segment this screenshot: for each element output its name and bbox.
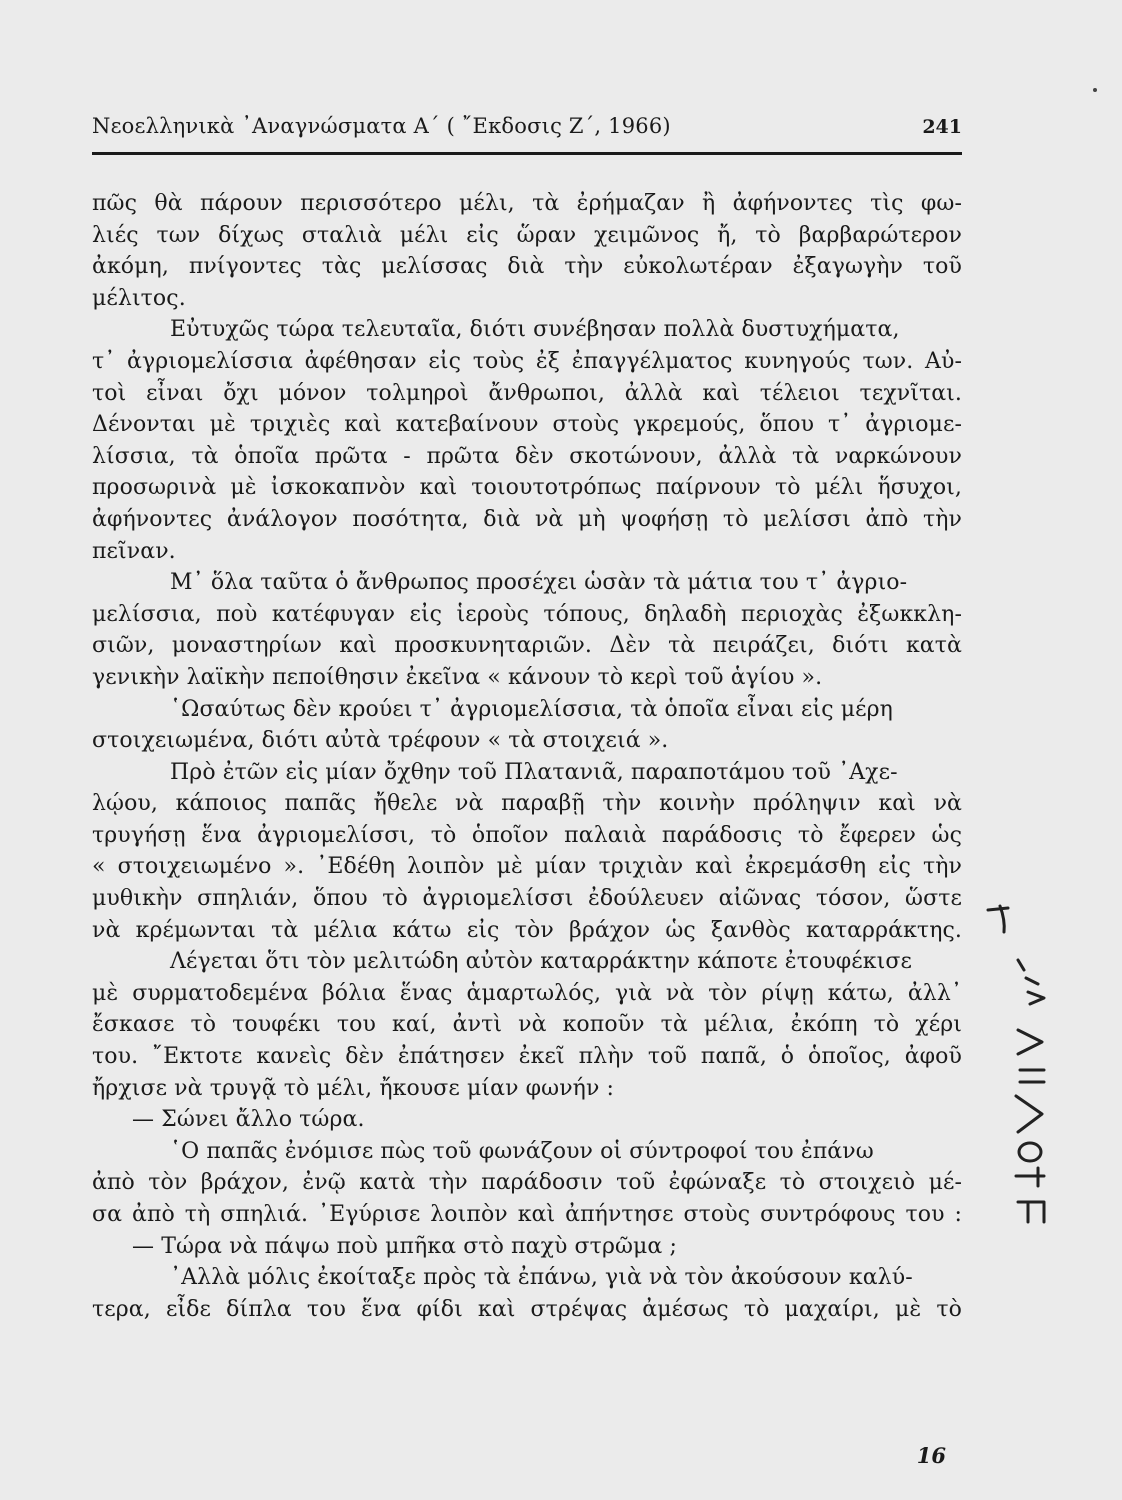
running-head-title: Νεοελληνικὰ ᾿Αναγνώσματα Α΄ ( ῎Εκδοσις Ζ΄, 1966) — [92, 114, 671, 138]
text-line: γενικὴν λαϊκὴν πεποίθησιν ἐκεῖνα « κάνουν τὸ κερὶ τοῦ ἁγίου ». — [92, 664, 823, 690]
text-line: του. ῎Εκτοτε κανεὶς δὲν ἐπάτησεν ἐκεῖ πλὴν τοῦ παπᾶ, ὁ ὁποῖος, ἀφοῦ — [92, 1044, 962, 1070]
text-line: λίσσια, τὰ ὁποῖα πρῶτα - πρῶτα δὲν σκοτώνουν, ἀλλὰ τὰ ναρκώνουν — [92, 443, 962, 469]
text-line: μυθικὴν σπηλιάν, ὅπου τὸ ἀγριομελίσσι ἐδούλευεν αἰῶνας τόσον, ὥστε — [92, 886, 962, 912]
text-line: μέλιτος. — [92, 285, 186, 311]
text-line: λιές των δίχως σταλιὰ μέλι εἰς ὥραν χειμῶνος ἤ, τὸ βαρβαρώτερον — [92, 222, 962, 248]
text-line: ᾿Αλλὰ μόλις ἐκοίταξε πρὸς τὰ ἐπάνω, γιὰ νὰ τὸν ἀκούσουν καλύ- — [170, 1265, 913, 1291]
text-line: πῶς θὰ πάρουν περισσότερο μέλι, τὰ ἐρήμαζαν ἢ ἀφήνοντες τὶς φω- — [92, 191, 962, 216]
text-line: Μ᾿ ὅλα ταῦτα ὁ ἄνθρωπος προσέχει ὡσὰν τὰ μάτια του τ᾿ ἀγριο- — [170, 570, 908, 596]
text-line: στοιχειωμένα, διότι αὐτὰ τρέφουν « τὰ στοιχειά ». — [92, 728, 669, 754]
text-line: — Σώνει ἄλλο τώρα. — [132, 1107, 365, 1133]
text-line: ῾Ο παπᾶς ἐνόμισε πὼς τοῦ φωνάζουν οἱ σύντροφοί του ἐπάνω — [170, 1138, 874, 1164]
text-line: λῴου, κάποιος παπᾶς ἤθελε νὰ παραβῇ τὴν κοινὴν πρόληψιν καὶ νὰ — [92, 791, 962, 817]
text-line: — Τώρα νὰ πάψω ποὺ μπῆκα στὸ παχὺ στρῶμα ; — [132, 1233, 677, 1259]
text-line: ῾Ωσαύτως δὲν κρούει τ᾿ ἀγριομελίσσια, τὰ ὁποῖα εἶναι εἰς μέρη — [170, 696, 893, 722]
text-line: ἔσκασε τὸ τουφέκι του καί, ἀντὶ νὰ κοποῦν τὰ μέλια, ἐκόπη τὸ χέρι — [92, 1012, 962, 1038]
text-line: προσωρινὰ μὲ ἰσκοκαπνὸν καὶ τοιουτοτρόπως παίρνουν τὸ μέλι ἥσυχοι, — [92, 475, 962, 501]
text-line: νὰ κρέμωνται τὰ μέλια κάτω εἰς τὸν βράχον ὡς ξανθὸς καταρράκτης. — [92, 917, 962, 943]
text-line: τοὶ εἶναι ὄχι μόνον τολμηροὶ ἄνθρωποι, ἀλλὰ καὶ τέλειοι τεχνῖται. — [92, 380, 962, 406]
text-line: πεῖναν. — [92, 538, 176, 564]
signature-number: 16 — [916, 1443, 946, 1468]
ink-dot — [1093, 88, 1097, 92]
text-line: μελίσσια, ποὺ κατέφυγαν εἰς ἱεροὺς τόπους, δηλαδὴ περιοχὰς ἐξωκκλη- — [92, 601, 962, 627]
page-number: 241 — [922, 116, 962, 138]
text-line: σιῶν, μοναστηρίων καὶ προσκυνηταριῶν. Δὲν τὰ πειράζει, διότι κατὰ — [92, 633, 962, 659]
running-head — [92, 112, 962, 155]
handwritten-margin-note — [958, 900, 1048, 1240]
text-line: ἤρχισε νὰ τρυγᾷ τὸ μέλι, ἤκουσε μίαν φωνήν : — [92, 1075, 615, 1101]
text-line: ἀκόμη, πνίγοντες τὰς μελίσσας διὰ τὴν εὐκολωτέραν ἐξαγωγὴν τοῦ — [92, 254, 962, 280]
text-line: τερα, εἶδε δίπλα του ἕνα φίδι καὶ στρέψας ἀμέσως τὸ μαχαίρι, μὲ τὸ — [92, 1296, 962, 1322]
body-text — [92, 188, 962, 1325]
text-line: Λέγεται ὅτι τὸν μελιτώδη αὐτὸν καταρράκτην κάποτε ἐτουφέκισε — [170, 949, 912, 975]
text-line: ἀφήνοντες ἀνάλογον ποσότητα, διὰ νὰ μὴ ψοφήσῃ τὸ μελίσσι ἀπὸ τὴν — [92, 506, 962, 532]
text-line: σα ἀπὸ τὴ σπηλιά. ᾿Εγύρισε λοιπὸν καὶ ἀπήντησε στοὺς συντρόφους του : — [92, 1202, 962, 1227]
text-line: μὲ συρματοδεμένα βόλια ἕνας ἁμαρτωλός, γιὰ νὰ τὸν ρίψῃ κάτω, ἀλλ᾿ — [92, 980, 962, 1006]
handwritten-annotation-icon — [958, 900, 1048, 1240]
text-line: ἀπὸ τὸν βράχον, ἐνῷ κατὰ τὴν παράδοσιν τοῦ ἐφώναξε τὸ στοιχειὸ μέ- — [92, 1170, 962, 1196]
text-line: τ᾿ ἀγριομελίσσια ἀφέθησαν εἰς τοὺς ἐξ ἐπαγγέλματος κυνηγούς των. Αὐ- — [92, 348, 962, 374]
text-line: Πρὸ ἐτῶν εἰς μίαν ὄχθην τοῦ Πλατανιᾶ, παραποτάμου τοῦ ᾿Αχε- — [170, 759, 898, 785]
text-line: τρυγήσῃ ἕνα ἀγριομελίσσι, τὸ ὁποῖον παλαιὰ παράδοσις τὸ ἔφερεν ὡς — [92, 822, 962, 848]
text-line: « στοιχειωμένο ». ᾿Εδέθη λοιπὸν μὲ μίαν τριχιὰν καὶ ἐκρεμάσθη εἰς τὴν — [92, 854, 962, 880]
text-line: Δένονται μὲ τριχιὲς καὶ κατεβαίνουν στοὺς γκρεμούς, ὅπου τ᾿ ἀγριομε- — [92, 412, 962, 438]
text-line: Εὐτυχῶς τώρα τελευταῖα, διότι συνέβησαν πολλὰ δυστυχήματα, — [170, 317, 900, 343]
